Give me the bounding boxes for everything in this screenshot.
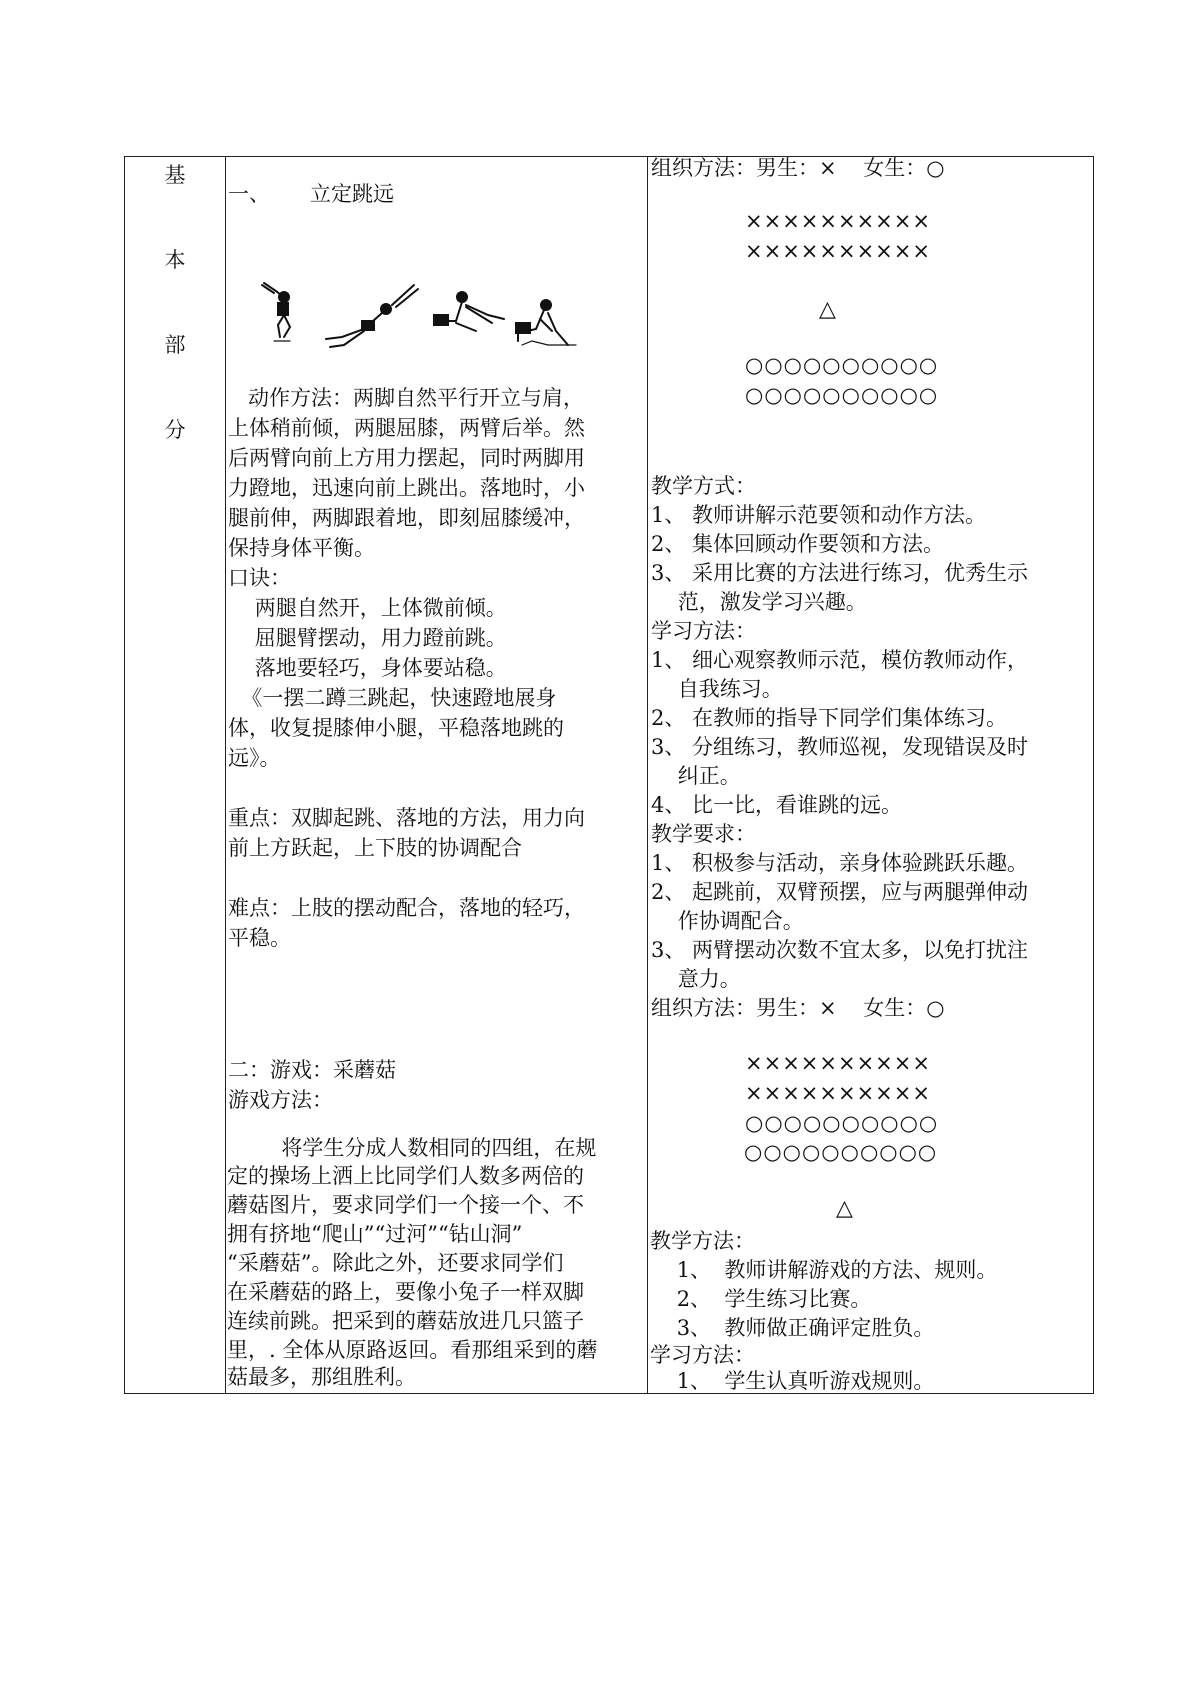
- teaching-method-line: 1、 教师讲解游戏的方法、规则。: [650, 1258, 998, 1282]
- method-line: 后两臂向前上方用力摆起，同时两脚用: [228, 446, 585, 470]
- requirements-line: 2、 起跳前，双臂预摆，应与两腿弹伸动: [651, 880, 1029, 904]
- method-line: 腿前伸，两脚跟着地，即刻屈膝缓冲，: [228, 506, 585, 530]
- koujue-line: 屈腿臂摆动，用力蹬前跳。: [228, 626, 507, 650]
- formation-row: ××××××××××: [745, 1081, 931, 1105]
- teaching-mode-label: 教学方式：: [651, 474, 756, 498]
- formation-row: ○○○○○○○○○○: [745, 1111, 939, 1135]
- learning-method-label: 学习方法：: [651, 619, 756, 643]
- game-line: 蘑菇图片，要求同学们一个接一个、不: [227, 1193, 584, 1217]
- game-line: 连续前跳。把采到的蘑菇放进几只篮子: [227, 1309, 584, 1333]
- teaching-mode-line: 范，激发学习兴趣。: [651, 590, 867, 614]
- organization-method: 组织方法：男生：× 女生：○: [651, 996, 945, 1020]
- teaching-method-label: 教学方法：: [650, 1229, 755, 1253]
- teaching-mode-line: 2、 集体回顾动作要领和方法。: [651, 532, 945, 556]
- learning-method-line: 4、 比一比，看谁跳的远。: [651, 793, 903, 817]
- requirements-line: 作协调配合。: [651, 909, 804, 933]
- teaching-mode-line: 3、 采用比赛的方法进行练习，优秀生示: [651, 561, 1029, 585]
- method-line: 力蹬地，迅速向前上跳出。落地时，小: [228, 476, 585, 500]
- difficulty-line: 难点：上肢的摆动配合，落地的轻巧，: [228, 896, 585, 920]
- method-column-lower: [648, 156, 1092, 1394]
- method-line: 动作方法：两脚自然平行开立与肩，: [228, 386, 585, 410]
- learning-method-line: 1、 学生认真听游戏规则。: [650, 1369, 935, 1393]
- koujue-line: 体，收复提膝伸小腿，平稳落地跳的: [228, 716, 564, 740]
- organization-method: 组织方法：男生：× 女生：○: [651, 156, 945, 180]
- section-column: [125, 157, 225, 1393]
- learning-method-label: 学习方法：: [650, 1343, 755, 1367]
- teacher-triangle: △: [836, 1196, 853, 1221]
- requirements-line: 意力。: [651, 967, 741, 991]
- formation-row-boys: ××××××××××: [745, 239, 931, 263]
- koujue-label: 口诀：: [228, 566, 291, 590]
- game-line: “采蘑菇”。除此之外，还要求同学们: [227, 1251, 564, 1275]
- requirements-label: 教学要求：: [651, 822, 756, 846]
- learning-method-line: 自我练习。: [651, 677, 783, 701]
- heading-game: 二：游戏：采蘑菇: [228, 1058, 396, 1082]
- game-line: 将学生分成人数相同的四组，在规: [228, 1136, 597, 1160]
- koujue-line: 两腿自然开，上体微前倾。: [228, 596, 507, 620]
- koujue-line: 《一摆二蹲三跳起，快速蹬地展身: [228, 686, 557, 710]
- teaching-mode-line: 1、 教师讲解示范要领和动作方法。: [651, 503, 987, 527]
- game-line: 里，. 全体从原路返回。看那组采到的蘑: [227, 1338, 598, 1362]
- requirements-line: 1、 积极参与活动，亲身体验跳跃乐趣。: [651, 851, 1029, 875]
- learning-method-line: 纠正。: [651, 764, 741, 788]
- formation-row-boys: ××××××××××: [745, 209, 931, 233]
- requirements-line: 3、 两臂摆动次数不宜太多，以免打扰注: [651, 938, 1029, 962]
- section-char: 基: [164, 163, 186, 187]
- learning-method-line: 2、 在教师的指导下同学们集体练习。: [651, 706, 1008, 730]
- heading-standing-long-jump: 一、 立定跳远: [228, 182, 395, 206]
- method-line: 保持身体平衡。: [228, 536, 375, 560]
- teaching-method-line: 3、 教师做正确评定胜负。: [650, 1316, 935, 1340]
- learning-method-line: 3、 分组练习，教师巡视，发现错误及时: [651, 735, 1029, 759]
- teaching-method-line: 2、 学生练习比赛。: [650, 1287, 872, 1311]
- formation-row-girls: ○○○○○○○○○○: [745, 383, 939, 407]
- game-line: 拥有挤地“爬山”“过河”“钻山洞”: [227, 1222, 523, 1246]
- section-char: 分: [164, 418, 186, 442]
- koujue-line: 落地要轻巧，身体要站稳。: [228, 656, 507, 680]
- koujue-line: 远》。: [228, 746, 281, 770]
- key-point-line: 重点：双脚起跳、落地的方法，用力向: [228, 806, 585, 830]
- learning-method-line: 1、 细心观察教师示范，模仿教师动作，: [651, 648, 1029, 672]
- section-char: 部: [164, 333, 186, 357]
- content-column-lower: [225, 156, 646, 1394]
- teacher-triangle: △: [819, 297, 836, 322]
- key-point-line: 前上方跃起，上下肢的协调配合: [228, 836, 522, 860]
- method-line: 上体稍前倾，两腿屈膝，两臂后举。然: [228, 416, 585, 440]
- formation-row-girls: ○○○○○○○○○○: [745, 353, 939, 377]
- difficulty-line: 平稳。: [228, 926, 291, 950]
- section-char: 本: [164, 248, 186, 272]
- formation-row: ××××××××××: [745, 1051, 931, 1075]
- game-line: 定的操场上洒上比同学们人数多两倍的: [227, 1164, 584, 1188]
- game-line: 在采蘑菇的路上，要像小兔子一样双脚: [227, 1280, 584, 1304]
- game-method-label: 游戏方法：: [228, 1088, 333, 1112]
- game-line: 菇最多，那组胜利。: [227, 1365, 416, 1389]
- formation-row: ○○○○○○○○○○: [744, 1140, 938, 1164]
